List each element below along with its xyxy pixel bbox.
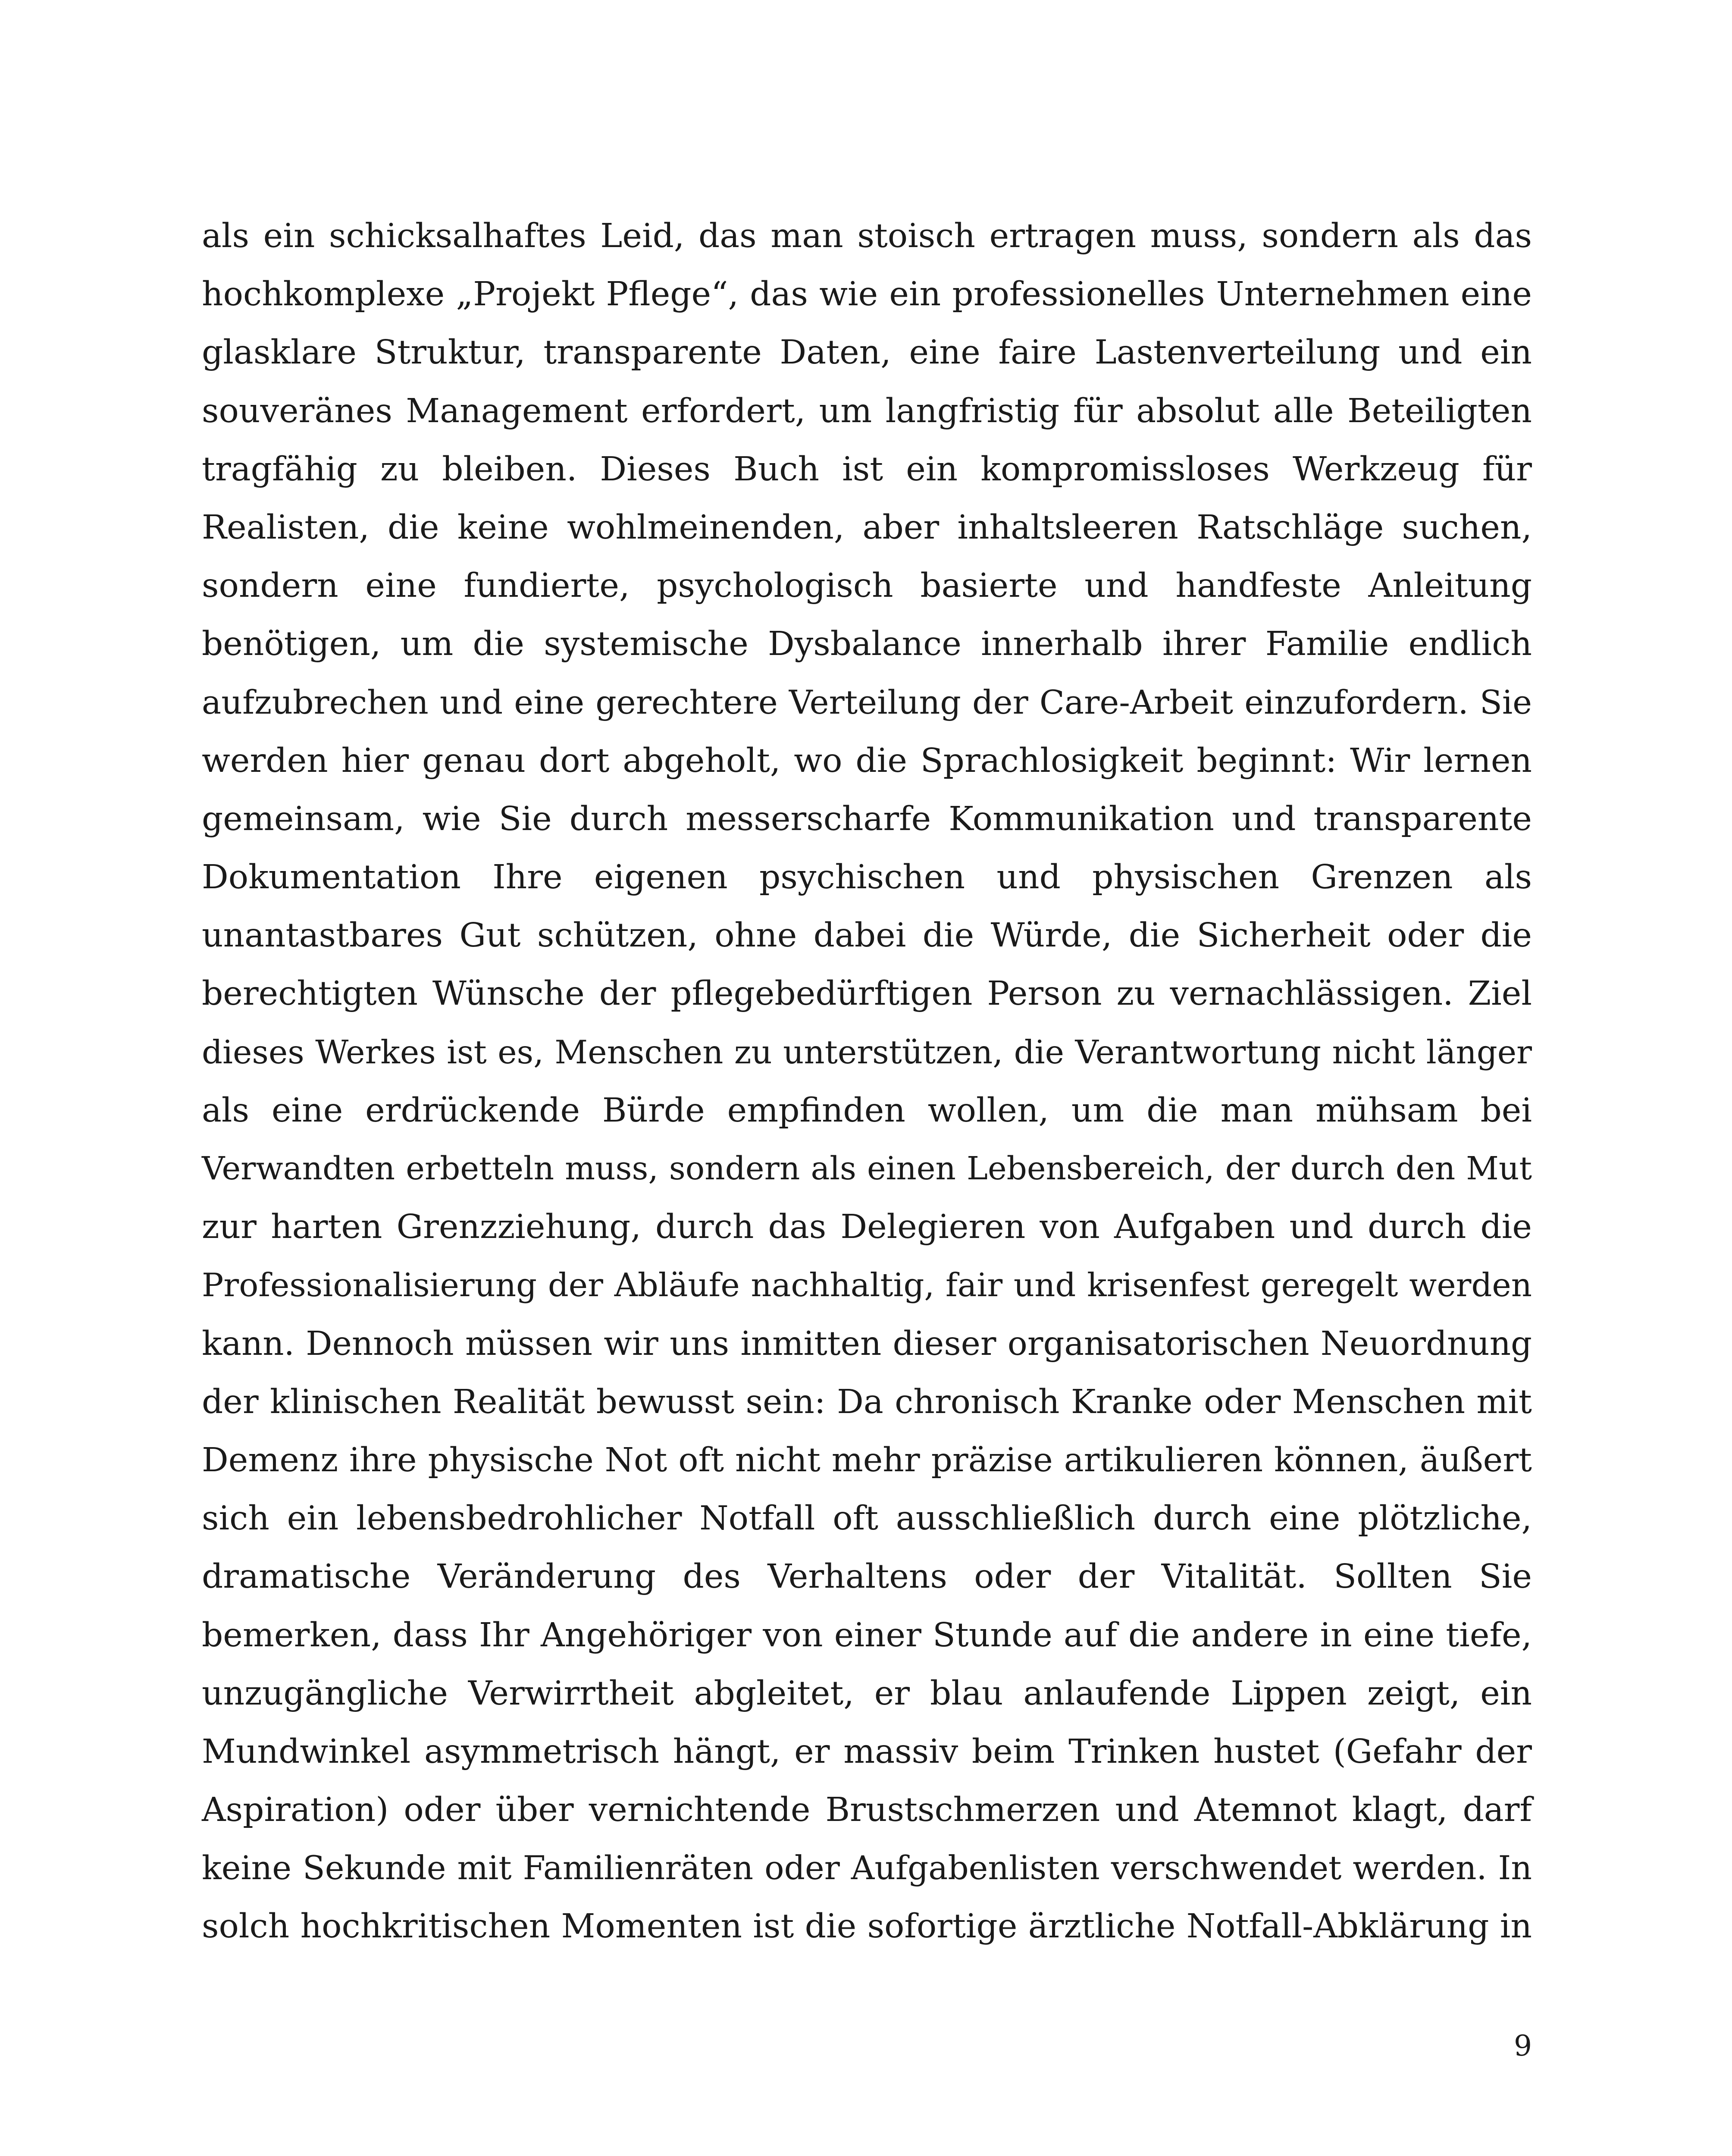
text-line: gemeinsam, wie Sie durch messerscharfe Kommunikation und transparente	[202, 799, 1532, 838]
text-line: Aspiration) oder über vernichtende Brustschmerzen und Atemnot klagt, darf	[202, 1791, 1532, 1830]
text-line: benötigen, um die systemische Dysbalance innerhalb ihrer Familie endlich	[202, 625, 1532, 664]
text-line: hochkomplexe „Projekt Pflege“, das wie ein professionelles Unternehmen eine	[202, 275, 1532, 314]
page-number: 9	[1514, 2029, 1532, 2062]
text-line: Verwandten erbetteln muss, sondern als einen Lebensbereich, der durch den Mut	[202, 1150, 1532, 1187]
text-line: bemerken, dass Ihr Angehöriger von einer Stunde auf die andere in eine tiefe,	[202, 1616, 1532, 1655]
text-line: Demenz ihre physische Not oft nicht mehr präzise artikulieren können, äußert	[202, 1441, 1532, 1479]
text-line: werden hier genau dort abgeholt, wo die Sprachlosigkeit beginnt: Wir lernen	[202, 741, 1532, 780]
text-line: als eine erdrückende Bürde empfinden wollen, um die man mühsam bei	[202, 1091, 1532, 1130]
body-paragraph	[202, 207, 1532, 1956]
text-line: zur harten Grenzziehung, durch das Delegieren von Aufgaben und durch die	[202, 1208, 1532, 1247]
text-line: als ein schicksalhaftes Leid, das man stoisch ertragen muss, sondern als das	[202, 217, 1532, 255]
text-line: sich ein lebensbedrohlicher Notfall oft ausschließlich durch eine plötzliche,	[202, 1499, 1532, 1538]
text-line: glasklare Struktur, transparente Daten, eine faire Lastenverteilung und ein	[202, 333, 1532, 372]
text-line: Realisten, die keine wohlmeinenden, aber inhaltsleeren Ratschläge suchen,	[202, 508, 1532, 547]
text-line: sondern eine fundierte, psychologisch basierte und handfeste Anleitung	[202, 567, 1532, 605]
text-line: aufzubrechen und eine gerechtere Verteilung der Care-Arbeit einzufordern. Sie	[202, 683, 1532, 721]
text-line: unantastbares Gut schützen, ohne dabei die Würde, die Sicherheit oder die	[202, 916, 1532, 955]
text-line: Mundwinkel asymmetrisch hängt, er massiv beim Trinken hustet (Gefahr der	[202, 1732, 1532, 1771]
text-line: keine Sekunde mit Familienräten oder Aufgabenlisten verschwendet werden. In	[202, 1849, 1532, 1887]
text-line: souveränes Management erfordert, um langfristig für absolut alle Beteiligten	[202, 392, 1532, 430]
text-line: solch hochkritischen Momenten ist die sofortige ärztliche Notfall-Abklärung in	[202, 1907, 1532, 1946]
text-line: dramatische Veränderung des Verhaltens oder der Vitalität. Sollten Sie	[202, 1557, 1532, 1596]
text-line: Professionalisierung der Abläufe nachhaltig, fair und krisenfest geregelt werden	[202, 1266, 1532, 1304]
text-line: der klinischen Realität bewusst sein: Da chronisch Kranke oder Menschen mit	[202, 1382, 1532, 1421]
text-line: berechtigten Wünsche der pflegebedürftigen Person zu vernachlässigen. Ziel	[202, 975, 1532, 1013]
text-line: unzugängliche Verwirrtheit abgleitet, er blau anlaufende Lippen zeigt, ein	[202, 1674, 1532, 1713]
text-line: kann. Dennoch müssen wir uns inmitten dieser organisatorischen Neuordnung	[202, 1324, 1532, 1363]
text-line: tragfähig zu bleiben. Dieses Buch ist ein kompromissloses Werkzeug für	[202, 450, 1532, 489]
text-line: Dokumentation Ihre eigenen psychischen und physischen Grenzen als	[202, 858, 1532, 897]
text-line: dieses Werkes ist es, Menschen zu unterstützen, die Verantwortung nicht länger	[202, 1033, 1532, 1071]
